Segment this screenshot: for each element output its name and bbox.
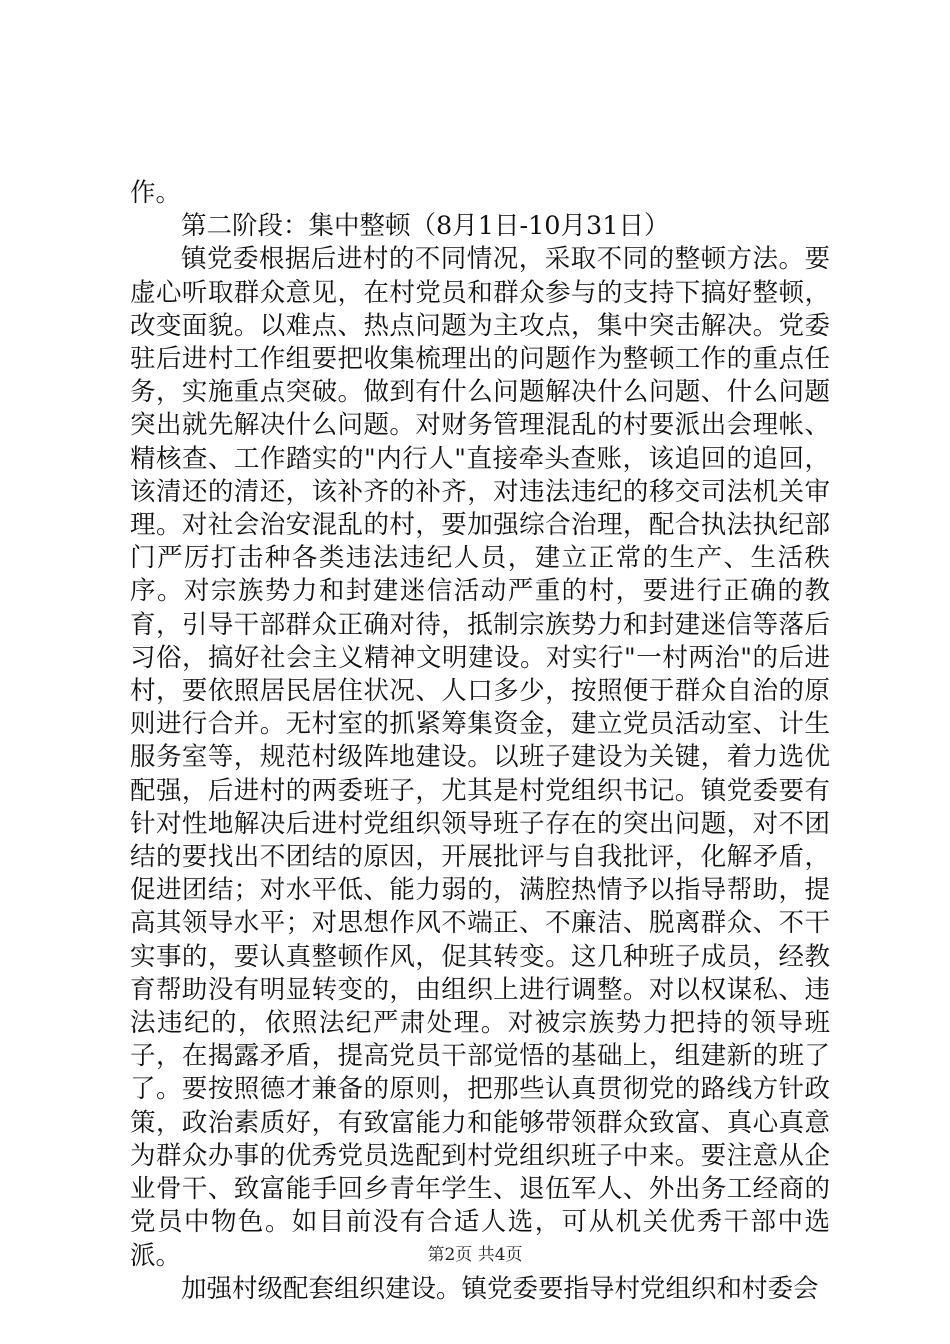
paragraph-supporting-organizations: 加强村级配套组织建设。镇党委要指导村党组织和村委会 [181,1273,819,1304]
page-footer: 第2页 共4页 [427,1245,523,1265]
paragraph-stage-two-heading: 第二阶段：集中整顿（8月1日-10月31日） [181,211,670,242]
document-body [130,177,830,1306]
paragraph-continuation: 作。 [130,178,182,208]
paragraph-rectification-methods: 镇党委根据后进村的不同情况，采取不同的整顿方法。要虚心听取群众意见，在村党员和群众参与的支持下搞好整顿，改变面貌。以难点、热点问题为主攻点，集中突击解决。党委驻后进村工作组要把收集梳理出的问题作为整顿工作的重点任务，实施重点突破。做到有什么问题解决什么问题、什么问题突出就先解决什么问题。对财务管理混乱的村要派出会理帐、精核查、工作踏实的"内行人"直接牵头查账，该追回的追回，该清还的清还，该补齐的补齐，对违法违纪的移交司法机关审理。对社会治安混乱的村，要加强综合治理，配合执法执纪部门严厉打击种各类违法违纪人员，建立正常的生产、生活秩序。对宗族势力和封建迷信活动严重的村，要进行正确的教育，引导干部群众正确对待，抵制宗族势力和封建迷信等落后习俗，搞好社会主义精神文明建设。对实行"一村两治"的后进村，要依照居民居住状况、人口多少，按照便于群众自治的原则进行合并。无村室的抓紧筹集资金，建立党员活动室、计生服务室等，规范村级阵地建设。以班子建设为关键，着力选优配强，后进村的两委班子，尤其是村党组织书记。镇党委要有针对性地解决后进村党组织领导班子存在的突出问题，对不团结的要找出不团结的原因，开展批评与自我批评，化解矛盾，促进团结；对水平低、能力弱的，满腔热情予以指导帮助，提高其领导水平；对思想作风不端正、不廉洁、脱离群众、不干实事的，要认真整顿作风，促其转变。这几种班子成员，经教育帮助没有明显转变的，由组织上进行调整。对以权谋私、违法违纪的，依照法纪严肃处理。对被宗族势力把持的领导班子，在揭露矛盾，提高党员干部觉悟的基础上，组建新的班了了。要按照德才兼备的原则，把那些认真贯彻党的路线方针政策，政治素质好，有致富能力和能够带领群众致富、真心真意为群众办事的优秀党员选配到村党组织班子中来。要注意从企业骨干、致富能手回乡青年学生、退伍军人、外出务工经商的党员中物色。如目前没有合适人选，可从机关优秀干部中选派。 [130,244,830,1271]
